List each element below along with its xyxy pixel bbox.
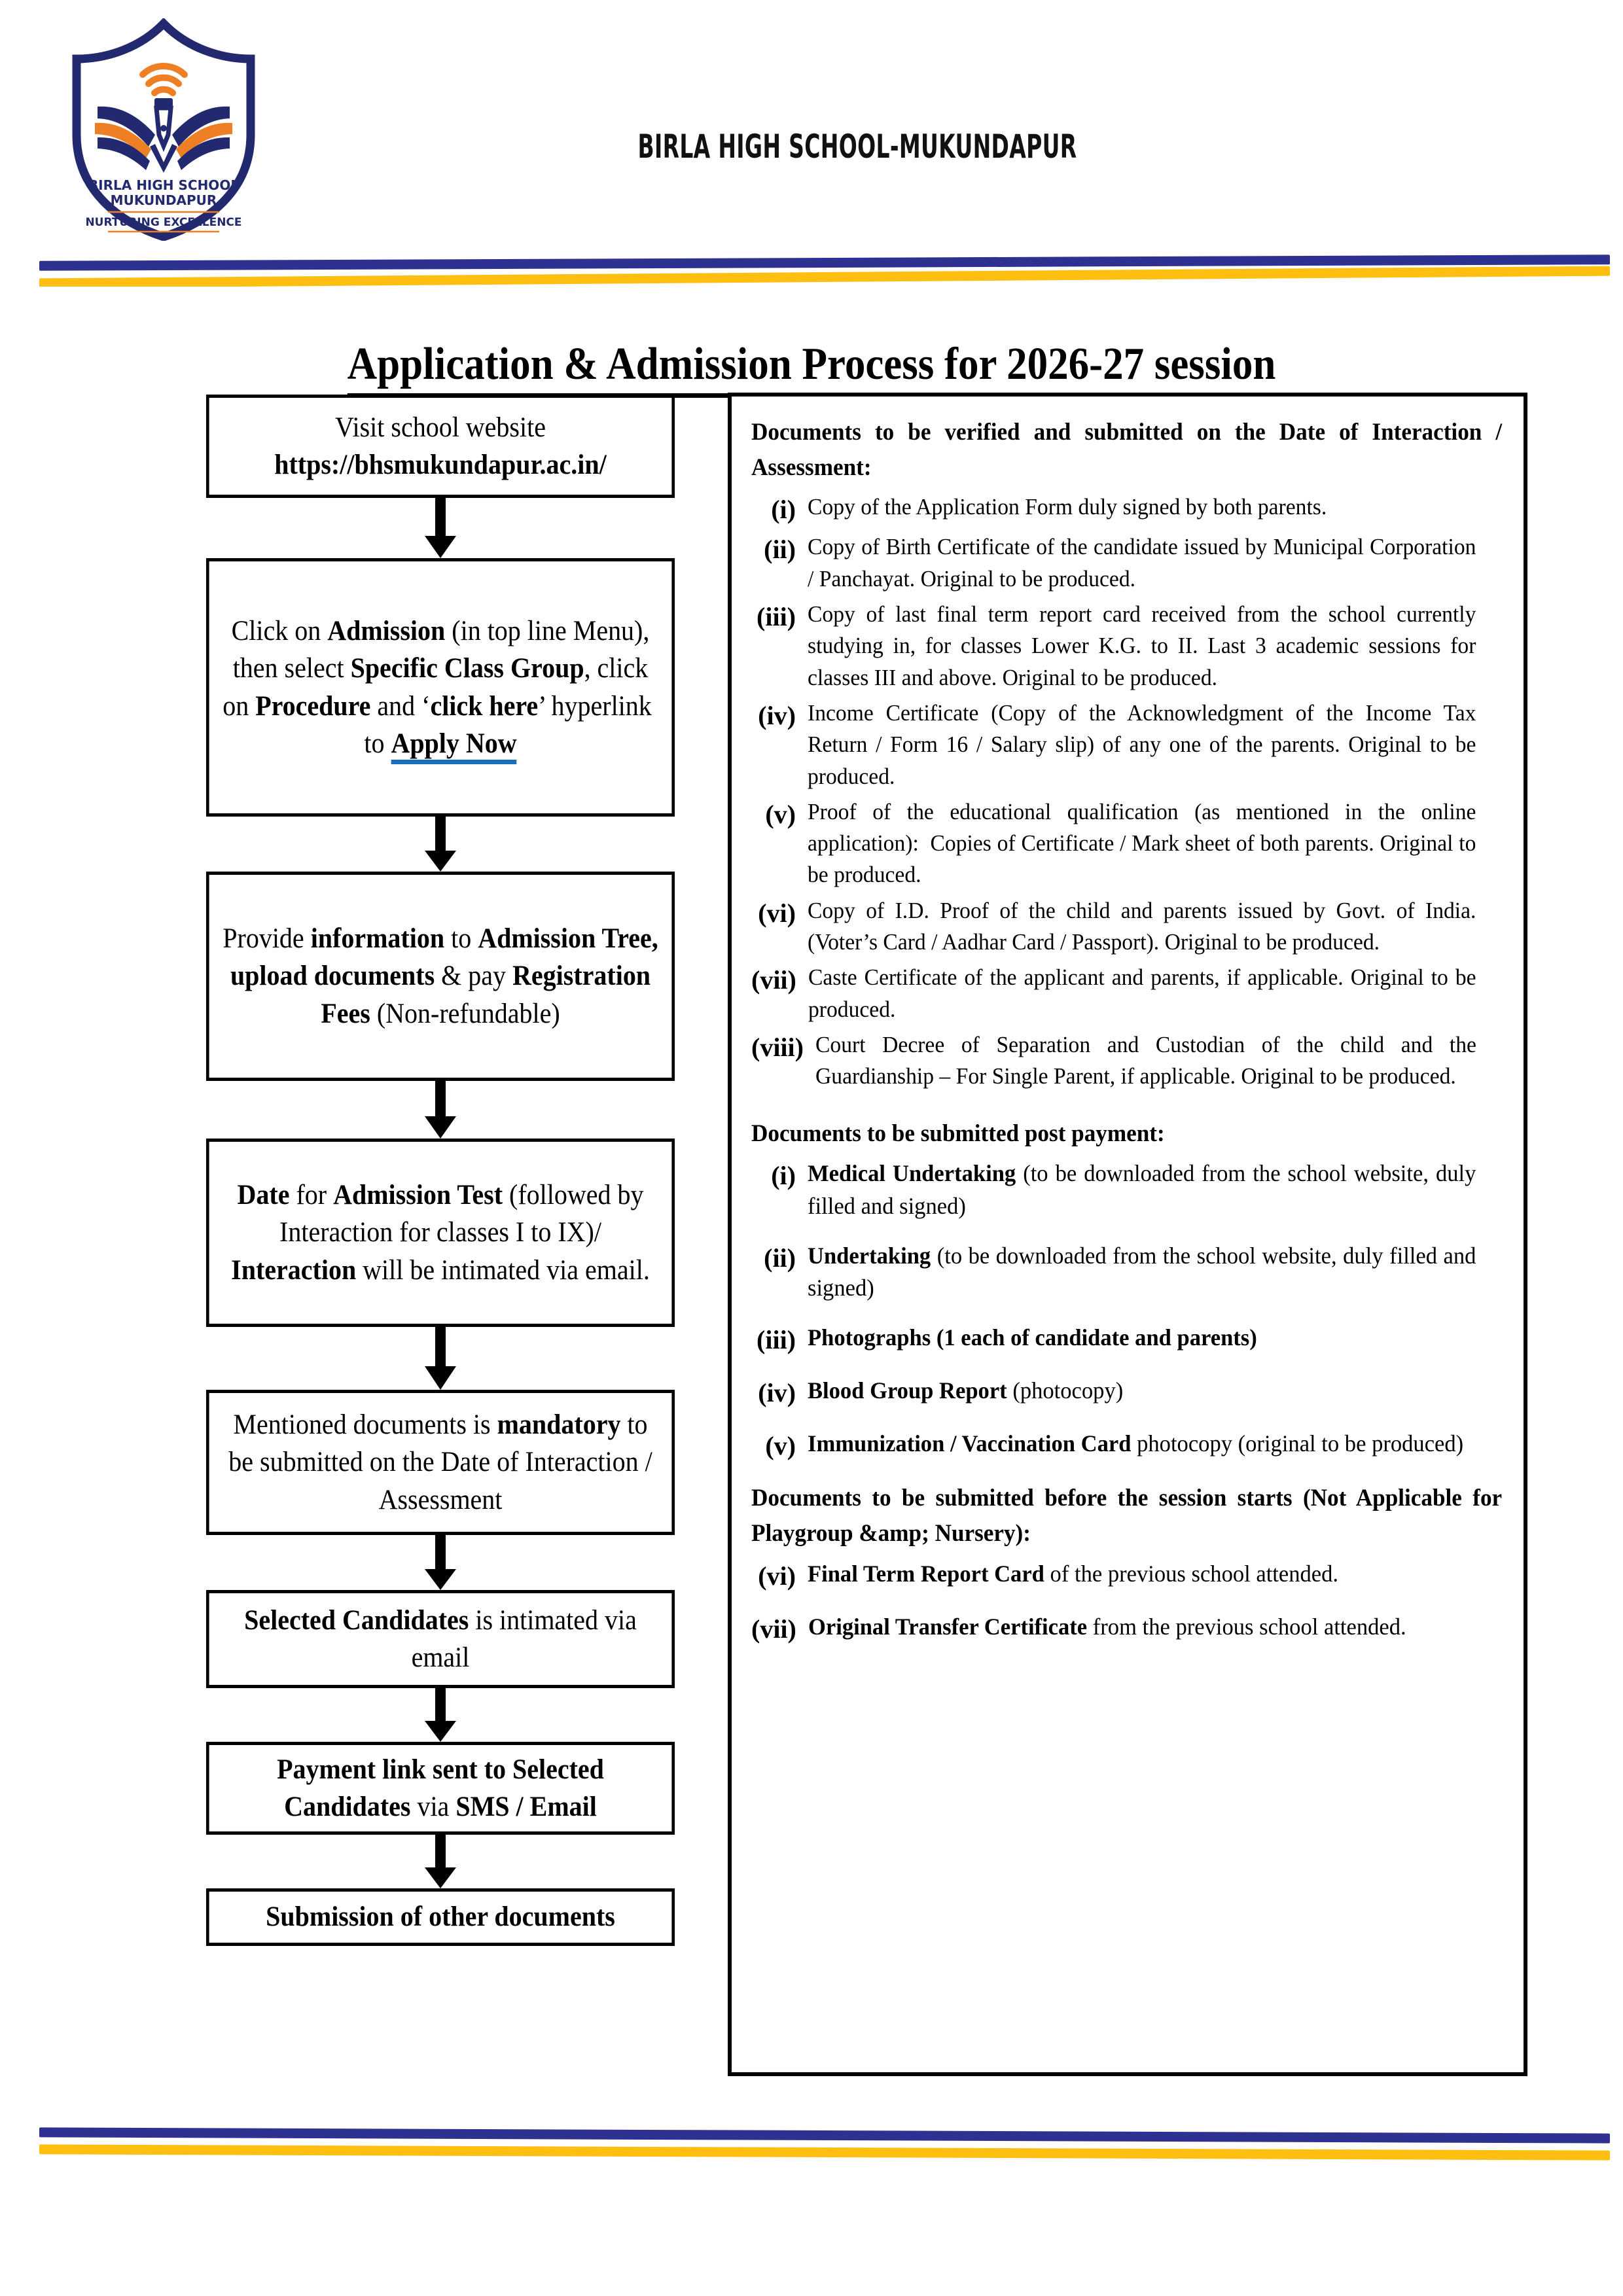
footer-bar-blue	[39, 2127, 1610, 2143]
logo-line1-text: BIRLA HIGH SCHOOL	[88, 177, 240, 193]
documents-section2-heading: Documents to be submitted post payment:	[751, 1120, 1165, 1147]
flow-arrow-2	[188, 817, 692, 872]
flow-step-mandatory-documents: Mentioned documents is mandatory to be submitted on the Date of Interaction / Assessment	[206, 1390, 675, 1535]
header-decorative-bars	[0, 247, 1623, 287]
list-item-numeral: (ii)	[764, 1243, 796, 1273]
document-list-item	[751, 1322, 1504, 1358]
documents-section3-heading: Documents to be submitted before the session starts (Not Applicable for Playgroup &amp; Nursery):	[751, 1485, 1503, 1547]
logo-tagline-text: NURTURING EXCELLENCE	[85, 216, 242, 229]
list-item-numeral: (iii)	[757, 1324, 796, 1354]
documents-section1-heading: Documents to be verified and submitted on the Date of Interaction / Assessment:	[751, 419, 1503, 481]
document-list-item	[751, 962, 1504, 1025]
document-list-item	[751, 1240, 1504, 1305]
list-item-numeral: (v)	[765, 799, 796, 829]
documents-section3-list	[751, 1558, 1504, 1647]
list-item-text: Proof of the educational qualification (as mentioned in the online application): Copies of Certificate / Mark sheet of both parents. Original to be produced.	[808, 798, 1476, 888]
masthead	[0, 0, 1623, 268]
flow-arrow-3	[188, 1081, 692, 1139]
list-item-numeral: (vii)	[751, 1614, 796, 1644]
list-item-text: Copy of last final term report card received from the school currently studying in, for classes Lower K.G. to II. Last 3 academic sessions for classes III and above. Original to be produced.	[808, 601, 1476, 690]
page-title	[81, 338, 1542, 398]
list-item-text: Original Transfer Certificate from the previous school attended.	[808, 1613, 1406, 1640]
document-list-item	[751, 1558, 1504, 1594]
flow-step-payment-link: Payment link sent to Selected Candidates via SMS / Email	[206, 1742, 675, 1835]
page-title-text: Application & Admission Process for 2026-27 session	[348, 338, 1276, 398]
list-item-text: Final Term Report Card of the previous school attended.	[808, 1560, 1339, 1587]
documents-panel	[728, 393, 1527, 2076]
list-item-text: Immunization / Vaccination Card photocopy (original to be produced)	[808, 1430, 1464, 1457]
flow-arrow-5	[188, 1535, 692, 1590]
list-item-numeral: (iii)	[757, 602, 796, 632]
list-item-numeral: (iv)	[758, 700, 796, 730]
document-list-item	[751, 1428, 1504, 1464]
list-item-text: Copy of Birth Certificate of the candidate issued by Municipal Corporation / Panchayat. Original to be produced.	[808, 534, 1476, 592]
admission-flowchart	[188, 395, 692, 1946]
document-list-item	[751, 1157, 1504, 1222]
list-item-text: Caste Certificate of the applicant and parents, if applicable. Original to be produced.	[808, 964, 1476, 1022]
documents-section2-list	[751, 1157, 1504, 1464]
list-item-numeral: (v)	[765, 1431, 796, 1461]
flow-step-provide-information: Provide information to Admission Tree, upload documents & pay Registration Fees (Non-refundable)	[206, 872, 675, 1081]
documents-section1-list	[751, 491, 1504, 1092]
footer-bar-gold	[39, 2144, 1610, 2160]
document-list-item	[751, 895, 1504, 959]
logo-line2-text: MUKUNDAPUR	[110, 192, 217, 208]
school-name-header: BIRLA HIGH SCHOOL-MUKUNDAPUR	[637, 128, 1077, 166]
list-item-text: Income Certificate (Copy of the Acknowledgment of the Income Tax Return / Form 16 / Salary slip) of any one of the parents. Original to be produced.	[808, 699, 1476, 789]
list-item-numeral: (ii)	[764, 535, 796, 565]
flow-arrow-1	[188, 498, 692, 558]
document-list-item	[751, 1611, 1504, 1647]
school-logo	[69, 18, 259, 241]
list-item-numeral: (vi)	[758, 898, 796, 928]
flow-step-click-admission: Click on Admission (in top line Menu), then select Specific Class Group, click on Procedure and ‘click here’ hyperlink to Apply Now	[206, 558, 675, 817]
list-item-text: Copy of I.D. Proof of the child and parents issued by Govt. of India. (Voter’s Card / Aadhar Card / Passport). Original to be produced.	[808, 897, 1476, 955]
list-item-numeral: (vii)	[751, 965, 796, 995]
list-item-text: Blood Group Report (photocopy)	[808, 1377, 1124, 1404]
list-item-numeral: (i)	[771, 1161, 796, 1191]
flow-arrow-6	[188, 1688, 692, 1742]
document-list-item	[751, 599, 1504, 694]
flow-step-submission-other-documents: Submission of other documents	[206, 1888, 675, 1946]
list-item-numeral: (viii)	[751, 1032, 804, 1062]
flow-arrow-7	[188, 1835, 692, 1888]
flow-step-admission-test-date: Date for Admission Test (followed by Interaction for classes I to IX)/ Interaction will be intimated via email.	[206, 1139, 675, 1327]
document-list-item	[751, 1375, 1504, 1411]
footer-decorative-bars	[0, 2125, 1623, 2164]
document-list-item	[751, 1029, 1504, 1093]
document-list-item	[751, 491, 1504, 527]
list-item-text: Court Decree of Separation and Custodian of the child and the Guardianship – For Single Parent, if applicable. Original to be produced.	[815, 1031, 1476, 1089]
list-item-text: Photographs (1 each of candidate and parents)	[808, 1324, 1257, 1351]
list-item-numeral: (i)	[771, 495, 796, 525]
flow-step-visit-website: Visit school website https://bhsmukundapur.ac.in/	[206, 395, 675, 498]
list-item-text: Undertaking (to be downloaded from the school website, duly filled and signed)	[808, 1242, 1476, 1301]
list-item-text: Medical Undertaking (to be downloaded from the school website, duly filled and signed)	[808, 1160, 1476, 1219]
list-item-numeral: (vi)	[758, 1561, 796, 1591]
list-item-numeral: (iv)	[758, 1378, 796, 1408]
flow-arrow-4	[188, 1327, 692, 1390]
list-item-text: Copy of the Application Form duly signed by both parents.	[808, 494, 1327, 520]
document-list-item	[751, 531, 1504, 595]
flow-step-selected-candidates: Selected Candidates is intimated via email	[206, 1590, 675, 1688]
document-list-item	[751, 698, 1504, 792]
document-list-item	[751, 796, 1504, 891]
